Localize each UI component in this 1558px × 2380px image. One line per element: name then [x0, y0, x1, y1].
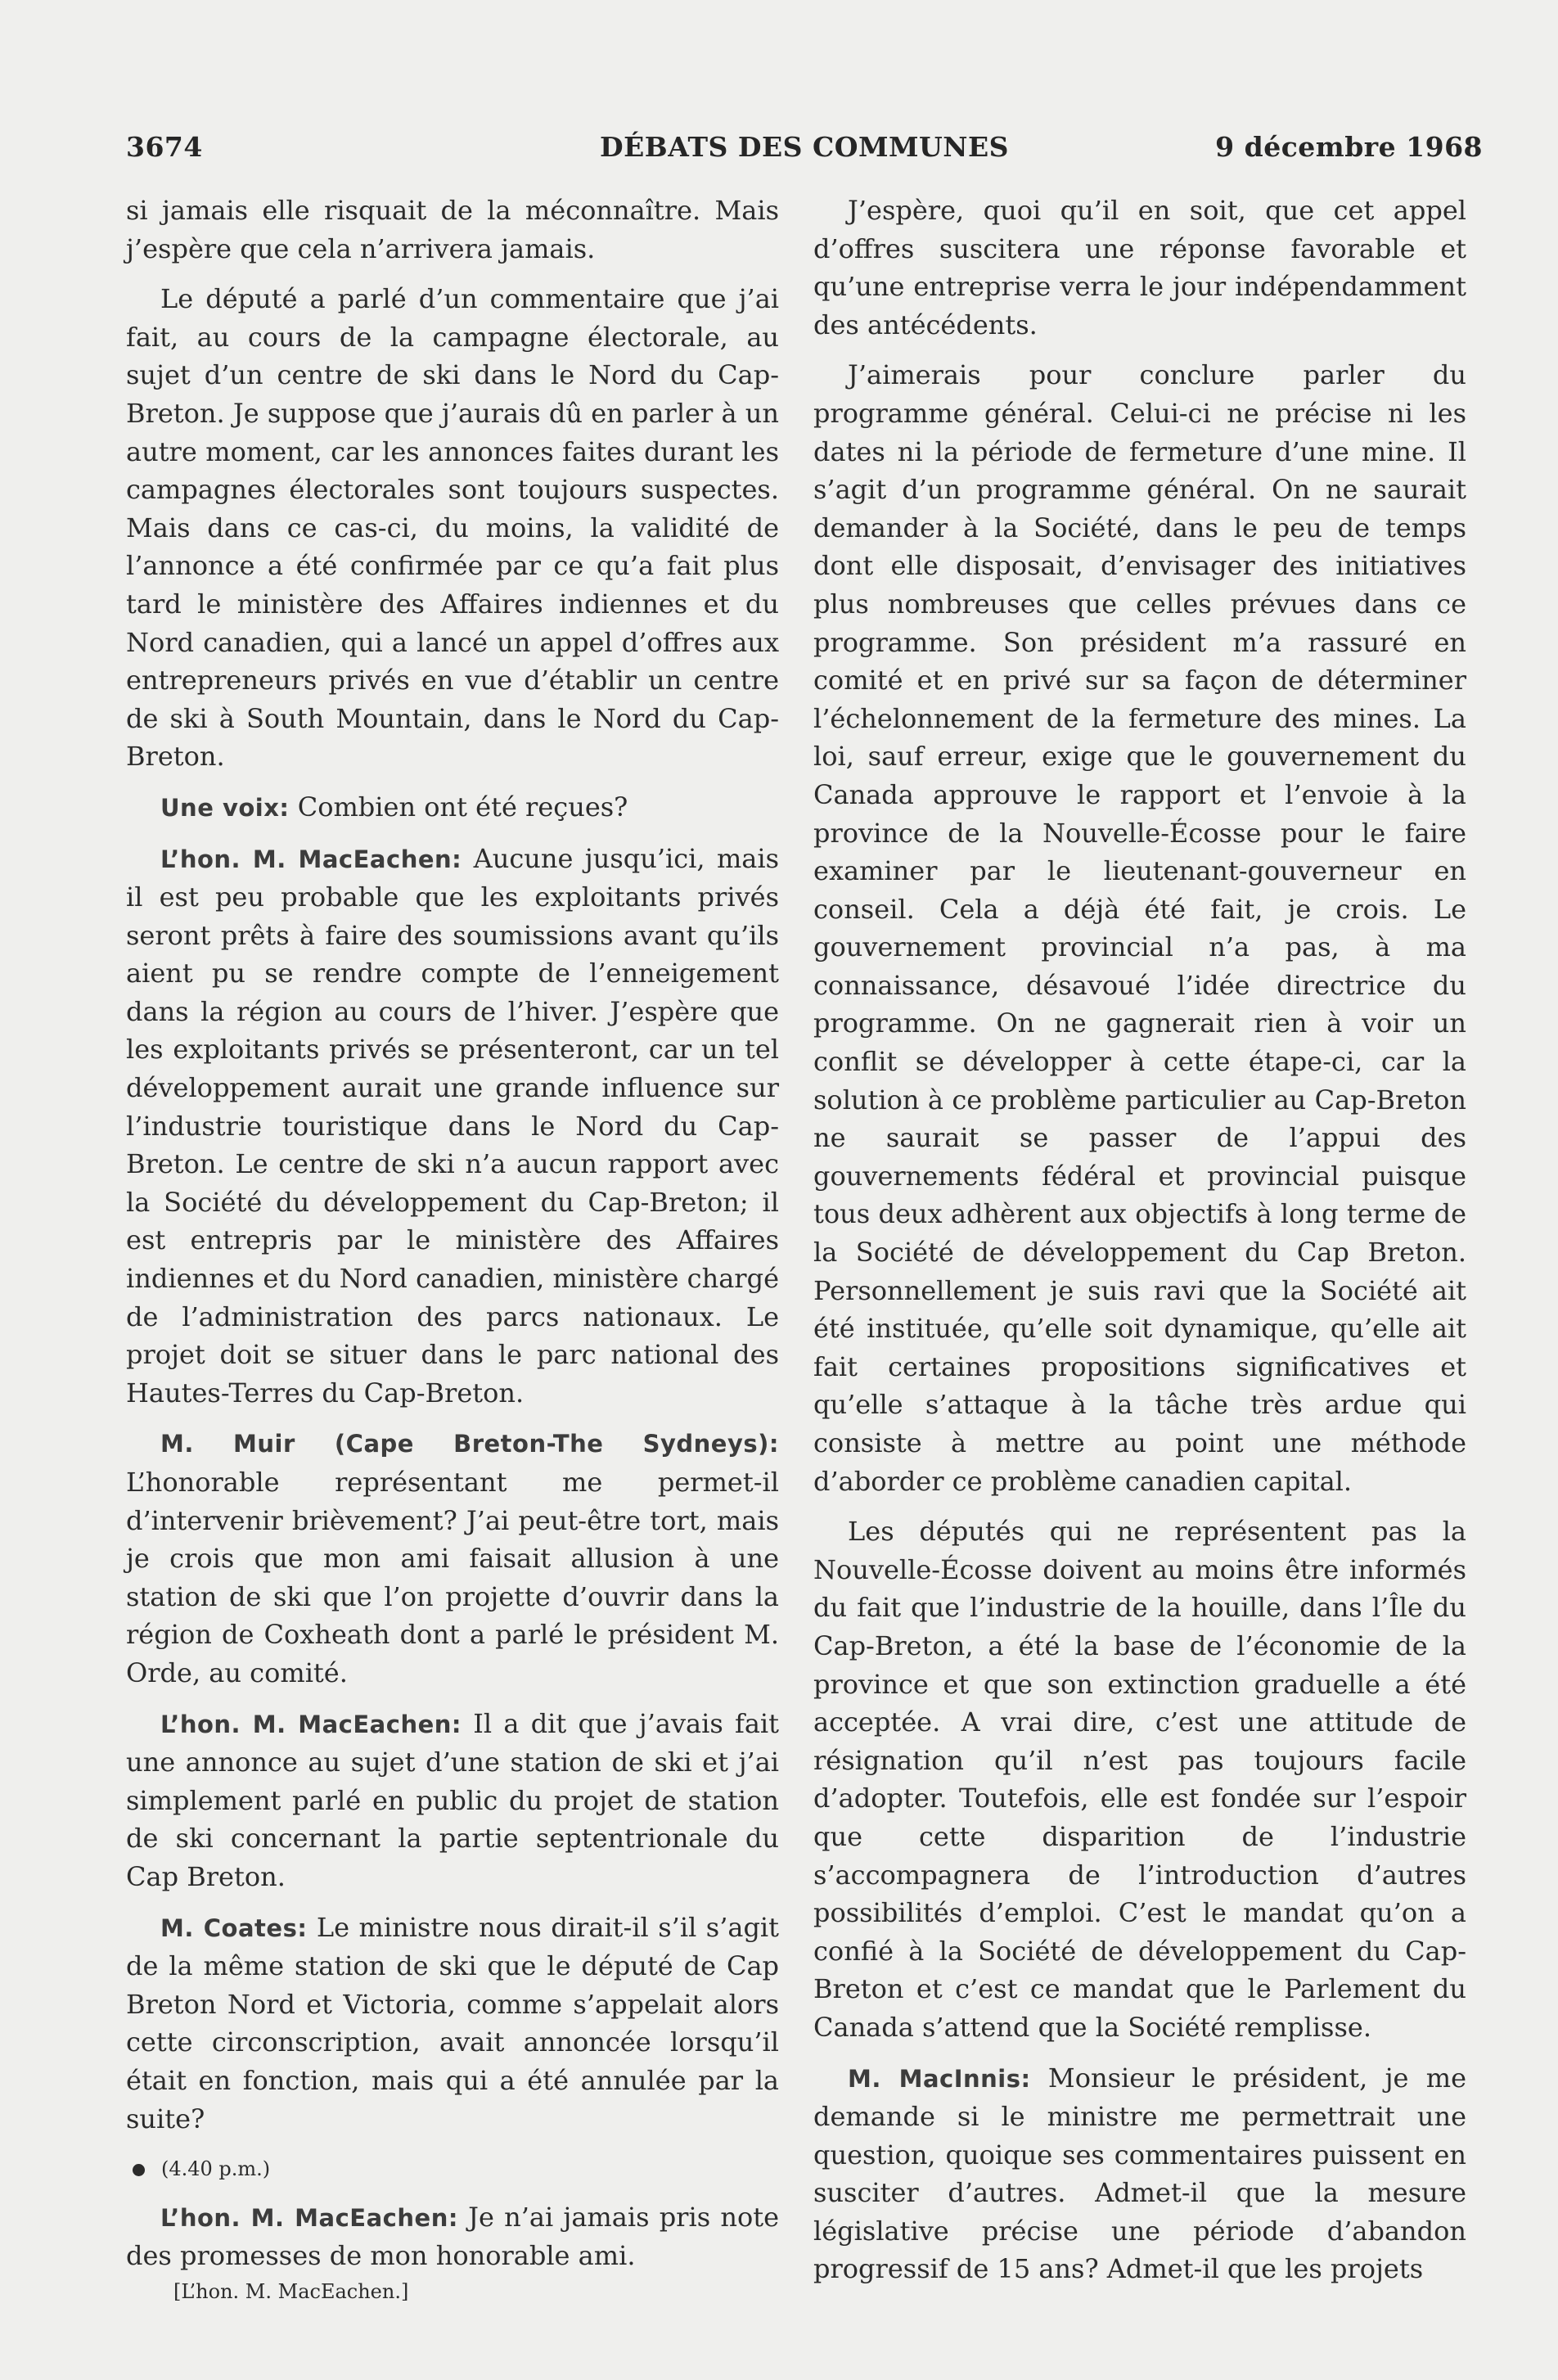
page-date: 9 décembre 1968	[1215, 131, 1483, 163]
page-header	[126, 131, 1483, 170]
left-column	[126, 192, 779, 2319]
speech-text: Il a dit que j’avais fait une annonce au sujet d’une station de ski et j’ai simplement parlé en public du projet de station de ski concernant la partie septentrionale du Cap Breton.	[126, 1707, 780, 1892]
paragraph: J’espère, quoi qu’il en soit, que cet appel d’offres suscitera une réponse favorable et qu’une entreprise verra le jour indépendamment des antécédents.	[813, 195, 1466, 340]
speaker-name: M. Coates:	[160, 1913, 308, 1942]
speech-text: Je n’ai jamais pris note des promesses de mon honorable ami.	[126, 2201, 779, 2272]
right-column	[813, 192, 1466, 2301]
paragraph: Les députés qui ne représentent pas la Nouvelle-Écosse doivent au moins être informés du fait que l’industrie de la houille, dans l’Île du Cap-Breton, a été la base de l’économie de la province et que son extinction graduelle a été acceptée. A vrai dire, c’est une attitude de résignation qu’il n’est pas toujours facile d’adopter. Toutefois, elle est fondée sur l’espoir que cette disparition de l’industrie s’accompagnera de l’introduction d’autres possibilités d’emploi. C’est le mandat qu’on a confié à la Société de développement du Cap-Breton et c’est ce mandat que le Parlement du Canada s’attend que la Société remplisse.	[813, 1516, 1466, 2043]
speaker-name: M. MacInnis:	[848, 2064, 1031, 2093]
speech	[813, 2059, 1466, 2289]
timestamp-text: (4.40 p.m.)	[161, 2157, 271, 2181]
bullet-icon	[133, 2164, 145, 2176]
speaker-name: Une voix:	[160, 793, 290, 822]
page-number: 3674	[126, 131, 203, 163]
speaker-name: M. Muir (Cape Breton-The Sydneys):	[160, 1430, 779, 1458]
speech-text: Monsieur le président, je me demande si le ministre me permettrait une question, quoique ses commentaires puissent en susciter d’autres. Admet-il que la mesure législative précise une période d’abandon progressif de 15 ans? Admet-il que les projets	[813, 2062, 1467, 2285]
speech	[126, 840, 779, 1413]
timestamp	[126, 2150, 779, 2188]
speaker-name: L’hon. M. MacEachen:	[160, 2203, 458, 2232]
speech-text: Aucune jusqu’ici, mais il est peu probable que les exploitants privés seront prêts à faire des soumissions avant qu’ils aient pu se rendre compte de l’enneigement dans la région au cours de l’hiver. J’espère que les exploitants privés se présenteront, car un tel développement aurait une grande influence sur l’industrie touristique dans le Nord du Cap-Breton. Le centre de ski n’a aucun rapport avec la Société du développement du Cap-Breton; il est entrepris par le ministère des Affaires indiennes et du Nord canadien, ministère chargé de l’administration des parcs nationaux. Le projet doit se situer dans le parc national des Hautes-Terres du Cap-Breton.	[126, 842, 780, 1409]
speech-text: Combien ont été reçues?	[297, 791, 628, 823]
speech	[126, 788, 779, 827]
speech-text: Le ministre nous dirait-il s’il s’agit de la même station de ski que le député de Cap Breton Nord et Victoria, comme s’appelait alors cette circonscription, avait annoncée lorsqu’il était en fonction, mais qui a été annulée par la suite?	[126, 1911, 780, 2134]
paragraph: si jamais elle risquait de la méconnaître. Mais j’espère que cela n’arrivera jamais.	[126, 195, 779, 264]
speaker-name: L’hon. M. MacEachen:	[160, 1710, 462, 1738]
speech	[126, 2198, 779, 2275]
publication-title: DÉBATS DES COMMUNES	[600, 131, 1009, 163]
speaker-name: L’hon. M. MacEachen:	[160, 845, 462, 873]
speech	[126, 1424, 779, 1692]
speech	[126, 1909, 779, 2139]
paragraph: Le député a parlé d’un commentaire que j’ai fait, au cours de la campagne électorale, au sujet d’un centre de ski dans le Nord du Cap-Breton. Je suppose que j’aurais dû en parler à un autre moment, car les annonces faites durant les campagnes électorales sont toujours suspectes. Mais dans ce cas-ci, du moins, la validité de l’annonce a été confirmée par ce qu’a fait plus tard le ministère des Affaires indiennes et du Nord canadien, qui a lancé un appel d’offres aux entrepreneurs privés en vue d’établir un centre de ski à South Mountain, dans le Nord du Cap-Breton.	[126, 283, 779, 773]
speaker-reference: [L’hon. M. MacEachen.]	[173, 2279, 409, 2303]
speech	[126, 1705, 779, 1896]
paragraph: J’aimerais pour conclure parler du programme général. Celui-ci ne précise ni les dates ni la période de fermeture d’une mine. Il s’agit d’un programme général. On ne saurait demander à la Société, dans le peu de temps dont elle disposait, d’envisager des initiatives plus nombreuses que celles prévues dans ce programme. Son président m’a rassuré en comité et en privé sur sa façon de déterminer l’échelonnement de la fermeture des mines. La loi, sauf erreur, exige que le gouvernement du Canada approuve le rapport et l’envoie à la province de la Nouvelle-Écosse pour le faire examiner par le lieutenant-gouverneur en conseil. Cela a déjà été fait, je crois. Le gouvernement provincial n’a pas, à ma connaissance, désavoué l’idée directrice du programme. On ne gagnerait rien à voir un conflit se développer à cette étape-ci, car la solution à ce problème particulier au Cap-Breton ne saurait se passer de l’appui des gouvernements fédéral et provincial puisque tous deux adhèrent aux objectifs à long terme de la Société de développement du Cap Breton. Personnellement je suis ravi que la Société ait été instituée, qu’elle soit dynamique, qu’elle ait fait certaines propositions significatives et qu’elle s’attaque à la tâche très ardue qui consiste à mettre au point une méthode d’aborder ce problème canadien capital.	[813, 359, 1466, 1497]
speech-text: L’honorable représentant me permet-il d’intervenir brièvement? J’ai peut-être tort, mais je crois que mon ami faisait allusion à une station de ski que l’on projette d’ouvrir dans la région de Coxheath dont a parlé le président M. Orde, au comité.	[126, 1467, 779, 1688]
